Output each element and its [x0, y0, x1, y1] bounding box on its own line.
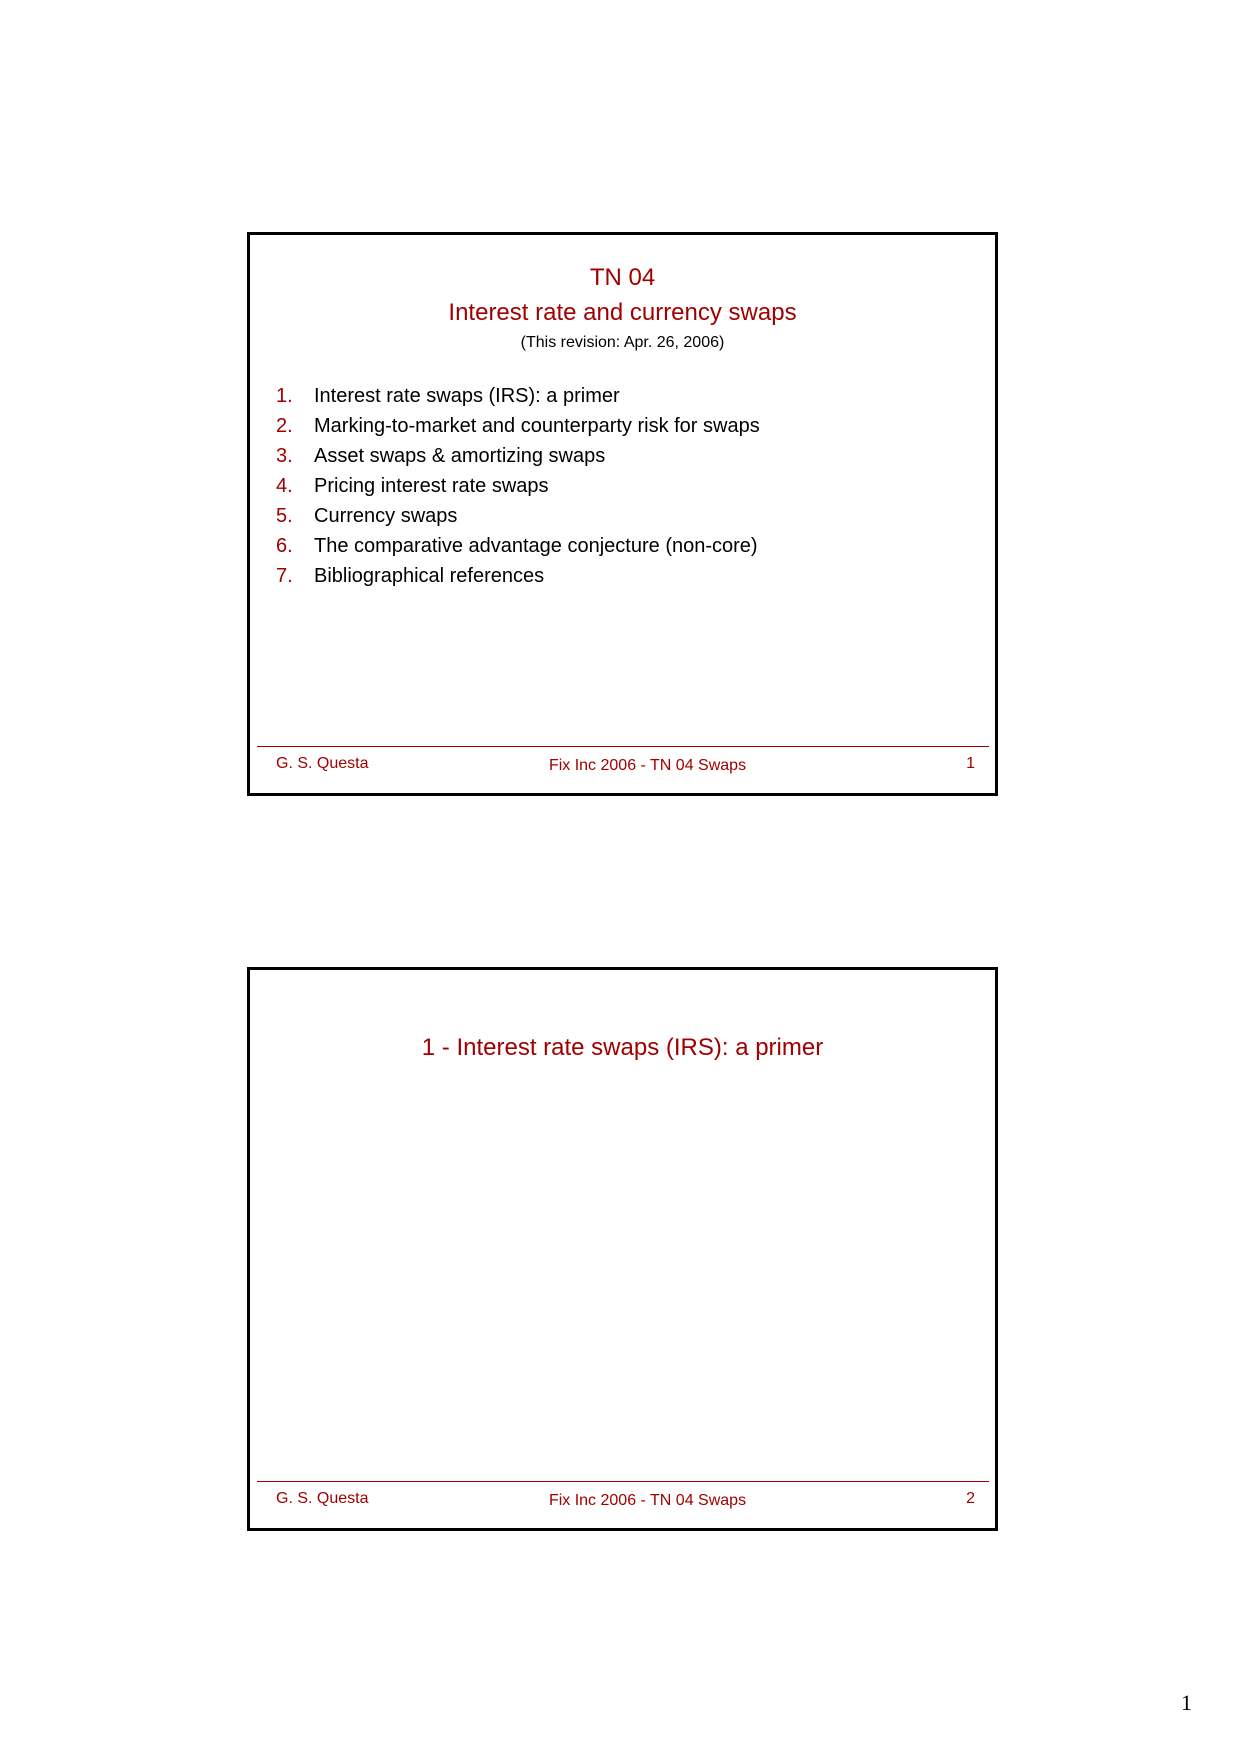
list-text: Bibliographical references — [314, 565, 545, 587]
list-item — [276, 411, 760, 441]
list-text: The comparative advantage conjecture (non-core) — [314, 535, 758, 557]
list-text: Asset swaps & amortizing swaps — [314, 445, 606, 467]
list-text: Interest rate swaps (IRS): a primer — [314, 385, 620, 407]
list-number: 2. — [276, 415, 293, 437]
list-number: 7. — [276, 565, 293, 587]
list-item — [276, 471, 760, 501]
list-item — [276, 501, 760, 531]
list-item — [276, 531, 760, 561]
revision-note: (This revision: Apr. 26, 2006) — [520, 334, 725, 351]
list-number: 6. — [276, 535, 293, 557]
list-number: 4. — [276, 475, 293, 497]
list-text: Marking-to-market and counterparty risk for swaps — [314, 415, 760, 437]
slide-1 — [247, 232, 998, 796]
slide-subtitle: Interest rate and currency swaps — [448, 299, 797, 326]
list-item — [276, 441, 760, 471]
footer-author: G. S. Questa — [276, 1490, 369, 1507]
slide-title: 1 - Interest rate swaps (IRS): a primer — [421, 1034, 824, 1061]
footer-course: Fix Inc 2006 - TN 04 Swaps — [548, 757, 747, 774]
footer-author: G. S. Questa — [276, 755, 369, 772]
list-number: 3. — [276, 445, 293, 467]
slide-title: TN 04 — [589, 264, 656, 291]
list-text: Pricing interest rate swaps — [314, 475, 549, 497]
footer-slide-number: 2 — [966, 1490, 975, 1507]
footer-slide-number: 1 — [966, 755, 975, 772]
agenda-list — [276, 381, 760, 591]
list-item — [276, 381, 760, 411]
footer-course: Fix Inc 2006 - TN 04 Swaps — [548, 1492, 747, 1509]
footer-divider — [257, 1481, 989, 1482]
slide-2 — [247, 967, 998, 1531]
list-number: 5. — [276, 505, 293, 527]
list-number: 1. — [276, 385, 293, 407]
list-item — [276, 561, 760, 591]
list-text: Currency swaps — [314, 505, 458, 527]
footer-divider — [257, 746, 989, 747]
page-number: 1 — [1181, 1690, 1192, 1715]
